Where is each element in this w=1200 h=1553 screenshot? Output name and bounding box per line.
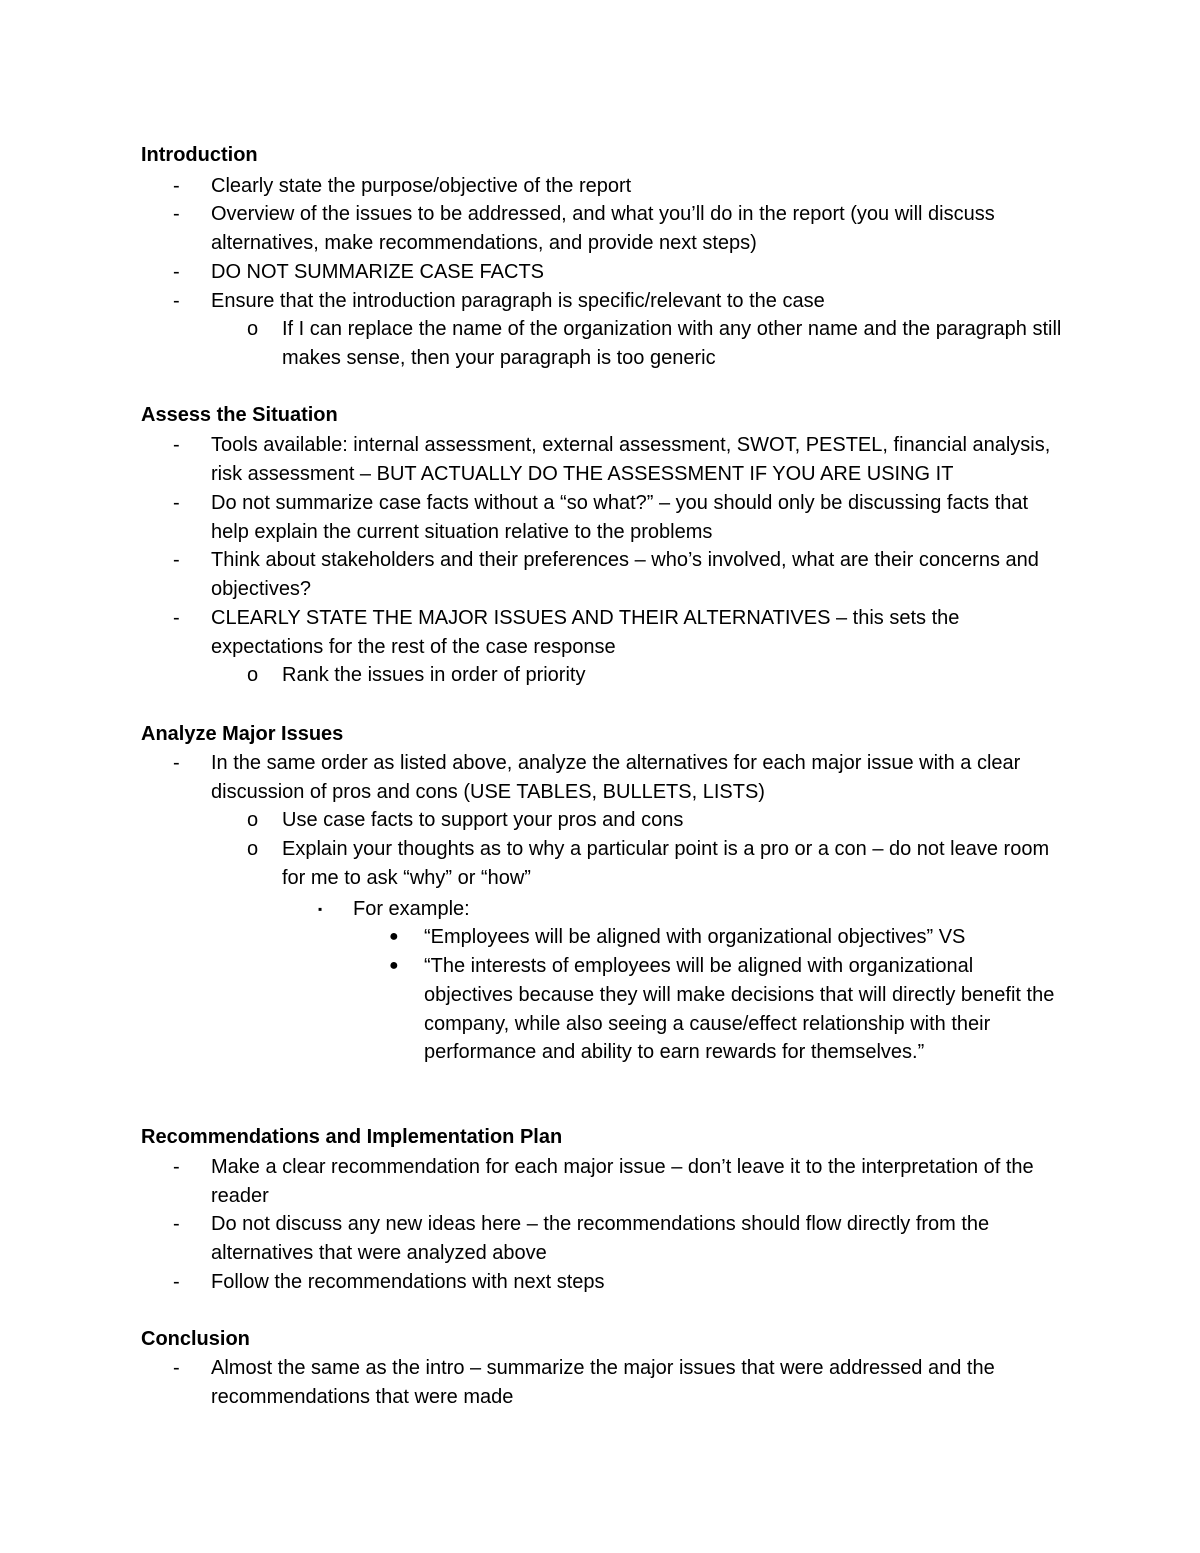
dash-marker: - [173,1357,180,1379]
section-heading-introduction: Introduction [141,144,258,166]
list-item-text: “The interests of employees will be aligned with organizational objectives because they will make decisions that will directly benefit the company, while also seeing a cause/effect relationship with their performance and ability to earn rewards for themselves.” [424,955,1055,1064]
dash-marker: - [173,434,180,456]
list-item-text: Do not discuss any new ideas here – the recommendations should flow directly from the alternatives that were analyzed above [211,1213,990,1264]
section-heading-analyze: Analyze Major Issues [141,723,344,745]
list-item-text: Ensure that the introduction paragraph is specific/relevant to the case [211,290,825,312]
circle-marker: o [247,838,259,860]
list-item-text: Overview of the issues to be addressed, and what you’ll do in the report (you will discuss alternatives, make recommendations, and provide next steps) [211,203,995,254]
dash-marker: - [173,290,180,312]
bullet-marker: ● [389,957,399,974]
list-item-text: In the same order as listed above, analyze the alternatives for each major issue with a clear discussion of pros and cons (USE TABLES, BULLETS, LISTS) [211,752,1021,803]
list-item-text: Almost the same as the intro – summarize the major issues that were addressed and the recommendations that were made [211,1357,995,1408]
list-item-text: For example: [353,898,470,920]
circle-marker: o [247,664,259,686]
list-item-text: Do not summarize case facts without a “so what?” – you should only be discussing facts that help explain the current situation relative to the problems [211,492,1029,543]
dash-marker: - [173,203,180,225]
dash-marker: - [173,175,180,197]
list-item-text: CLEARLY STATE THE MAJOR ISSUES AND THEIR ALTERNATIVES – this sets the expectations for the rest of the case response [211,607,960,658]
list-item-text: “Employees will be aligned with organizational objectives” VS [424,926,966,948]
list-item-text: Explain your thoughts as to why a particular point is a pro or a con – do not leave room for me to ask “why” or “how” [282,838,1050,889]
dash-marker: - [173,607,180,629]
dash-marker: - [173,1213,180,1235]
dash-marker: - [173,261,180,283]
list-item-text: If I can replace the name of the organization with any other name and the paragraph still makes sense, then your paragraph is too generic [282,318,1062,369]
list-item-text: Make a clear recommendation for each major issue – don’t leave it to the interpretation of the reader [211,1156,1034,1207]
list-item-text: Rank the issues in order of priority [282,664,586,686]
dash-marker: - [173,1156,180,1178]
dash-marker: - [173,549,180,571]
section-heading-conclusion: Conclusion [141,1328,250,1350]
list-item-text: DO NOT SUMMARIZE CASE FACTS [211,261,544,283]
square-bullet-marker: ▪ [318,902,323,916]
list-item-text: Tools available: internal assessment, external assessment, SWOT, PESTEL, financial analysis, risk assessment – BUT ACTUALLY DO THE ASSESSMENT IF YOU ARE USING IT [211,434,1051,485]
bullet-marker: ● [389,928,399,945]
dash-marker: - [173,752,180,774]
section-heading-recommendations: Recommendations and Implementation Plan [141,1126,563,1148]
section-heading-assess: Assess the Situation [141,404,338,426]
dash-marker: - [173,1271,180,1293]
circle-marker: o [247,318,259,340]
list-item-text: Use case facts to support your pros and cons [282,809,684,831]
dash-marker: - [173,492,180,514]
list-item-text: Follow the recommendations with next steps [211,1271,605,1293]
list-item-text: Think about stakeholders and their preferences – who’s involved, what are their concerns and objectives? [211,549,1039,600]
circle-marker: o [247,809,259,831]
list-item-text: Clearly state the purpose/objective of the report [211,175,632,197]
